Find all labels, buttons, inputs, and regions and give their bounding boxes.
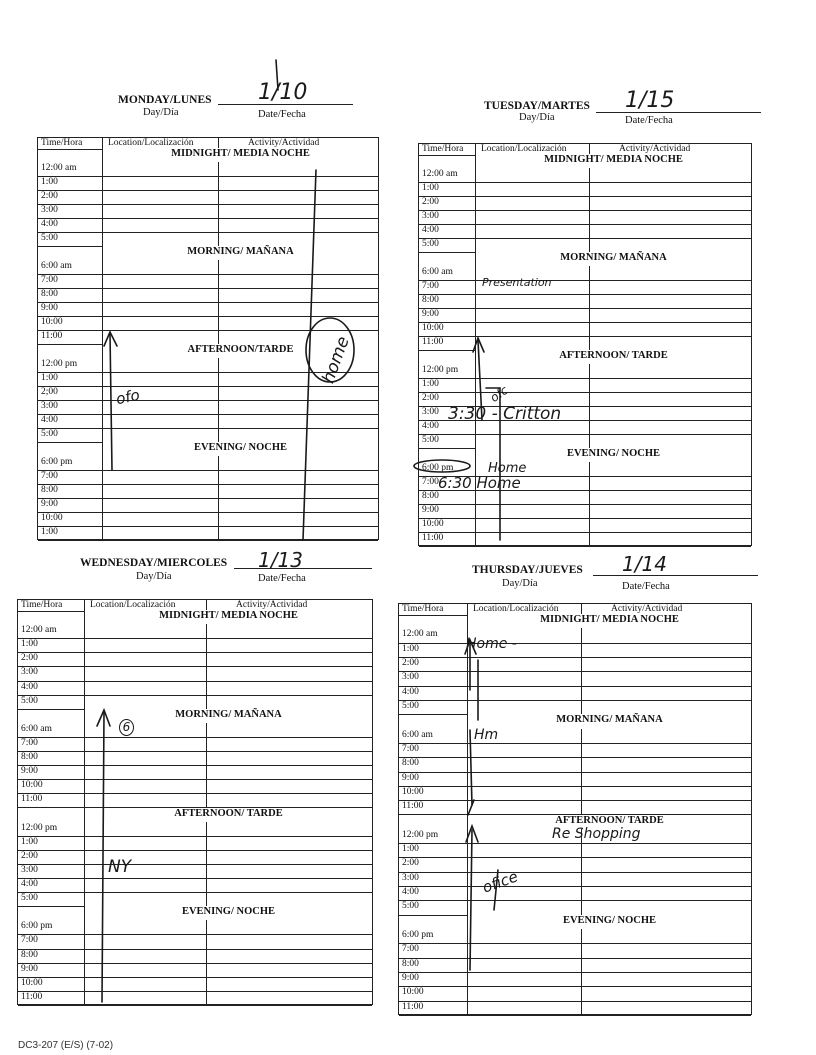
time-slot-label: 3:00: [402, 872, 419, 883]
time-slot-row[interactable]: [38, 261, 378, 275]
time-slot-row[interactable]: [399, 744, 751, 758]
time-slot-row[interactable]: [18, 696, 372, 710]
section-label: MIDNIGHT/ MEDIA NOCHE: [476, 154, 751, 168]
time-slot-row[interactable]: [18, 752, 372, 766]
time-slot-row[interactable]: [38, 331, 378, 345]
time-slot-label: 2:00: [21, 850, 38, 861]
time-slot-row[interactable]: [399, 887, 751, 901]
time-slot-row[interactable]: [399, 930, 751, 944]
time-slot-label: 9:00: [422, 505, 439, 515]
time-slot-row[interactable]: [18, 978, 372, 992]
time-slot-label: 1:00: [21, 639, 38, 650]
time-slot-row[interactable]: [18, 865, 372, 879]
time-slot-row[interactable]: [419, 491, 751, 505]
time-slot-label: 10:00: [41, 317, 63, 327]
section-label: EVENING/ NOCHE: [85, 906, 372, 920]
time-slot-row[interactable]: [38, 527, 378, 541]
time-slot-row[interactable]: [38, 163, 378, 177]
time-slot-row[interactable]: [419, 169, 751, 183]
time-slot-label: 8:00: [422, 295, 439, 305]
time-slot-row[interactable]: [38, 205, 378, 219]
time-slot-label: 8:00: [41, 485, 58, 495]
time-slot-row[interactable]: [419, 435, 751, 449]
time-slot-label: 1:00: [402, 844, 419, 855]
col-header-time: Time/Hora: [422, 144, 464, 154]
section-label: MORNING/ MAÑANA: [85, 709, 372, 723]
time-slot-label: 4:00: [21, 879, 38, 890]
thursday-schedule-table: [398, 603, 752, 1015]
wednesday-circled-handwritten-note: 6: [119, 719, 134, 736]
time-slot-label: 5:00: [21, 893, 38, 904]
time-slot-row[interactable]: [18, 639, 372, 653]
time-slot-label: 9:00: [41, 499, 58, 509]
time-slot-label: 2:00: [402, 858, 419, 869]
time-slot-label: 6:00 am: [422, 267, 453, 277]
tuesday-ofc-handwritten-note: ofc: [487, 383, 511, 405]
time-slot-row[interactable]: [38, 471, 378, 485]
time-slot-label: 8:00: [41, 289, 58, 299]
time-slot-label: 9:00: [402, 973, 419, 984]
time-slot-row[interactable]: [38, 457, 378, 471]
time-slot-row[interactable]: [18, 653, 372, 667]
time-slot-row[interactable]: [419, 533, 751, 547]
thursday-morning-handwritten-note: Hm: [474, 727, 499, 743]
time-slot-label: 3:00: [422, 407, 439, 417]
time-slot-row[interactable]: [18, 935, 372, 949]
time-slot-label: 4:00: [422, 225, 439, 235]
time-slot-label: 4:00: [402, 686, 419, 697]
thursday-date-handwritten: 1/14: [622, 552, 667, 576]
time-slot-label: 2:00: [422, 393, 439, 403]
time-slot-label: 6:00 pm: [41, 457, 73, 467]
time-slot-label: 4:00: [21, 681, 38, 692]
time-slot-label: 11:00: [402, 801, 424, 812]
time-slot-label: 12:00 pm: [402, 829, 439, 840]
time-slot-row[interactable]: [38, 513, 378, 527]
monday-title: MONDAY/LUNES: [118, 94, 212, 106]
time-slot-label: 2:00: [21, 653, 38, 664]
tuesday-morning-handwritten-note: Presentation: [482, 276, 552, 289]
time-slot-label: 5:00: [41, 429, 58, 439]
time-slot-row[interactable]: [18, 823, 372, 837]
thursday-date-label: Date/Fecha: [622, 581, 670, 592]
time-slot-row[interactable]: [18, 625, 372, 639]
time-slot-label: 12:00 am: [21, 625, 57, 636]
section-label: EVENING/ NOCHE: [103, 442, 378, 456]
time-slot-label: 2:00: [422, 197, 439, 207]
time-slot-row[interactable]: [18, 766, 372, 780]
monday-activity-handwritten-note: home: [318, 333, 354, 387]
section-label: MORNING/ MAÑANA: [476, 252, 751, 266]
time-slot-label: 12:00 am: [41, 163, 77, 173]
time-slot-label: 8:00: [402, 958, 419, 969]
time-slot-label: 1:00: [422, 379, 439, 389]
time-slot-label: 5:00: [422, 239, 439, 249]
time-slot-label: 4:00: [402, 887, 419, 898]
time-slot-row[interactable]: [419, 365, 751, 379]
monday-location-handwritten-note: ofo: [114, 385, 142, 409]
time-slot-row[interactable]: [419, 225, 751, 239]
time-slot-row[interactable]: [419, 379, 751, 393]
time-slot-row[interactable]: [399, 658, 751, 672]
time-slot-row[interactable]: [18, 667, 372, 681]
time-slot-label: 7:00: [402, 944, 419, 955]
time-slot-label: 11:00: [21, 794, 43, 805]
time-slot-row[interactable]: [399, 687, 751, 701]
time-slot-label: 8:00: [402, 758, 419, 769]
time-slot-label: 1:00: [422, 183, 439, 193]
time-slot-label: 11:00: [422, 337, 444, 347]
time-slot-row[interactable]: [399, 1002, 751, 1016]
time-slot-label: 6:00 pm: [21, 921, 53, 932]
time-slot-label: 7:00: [422, 477, 439, 487]
section-label: EVENING/ NOCHE: [476, 448, 751, 462]
time-slot-row[interactable]: [419, 197, 751, 211]
section-label: AFTERNOON/ TARDE: [85, 808, 372, 822]
section-label: AFTERNOON/TARDE: [103, 344, 378, 358]
time-slot-label: 9:00: [422, 309, 439, 319]
thursday-day-label: Day/Día: [502, 578, 538, 589]
section-label: AFTERNOON/ TARDE: [468, 815, 751, 829]
time-slot-row[interactable]: [399, 844, 751, 858]
wednesday-title: WEDNESDAY/MIERCOLES: [80, 557, 228, 569]
time-slot-label: 11:00: [21, 991, 43, 1002]
time-slot-row[interactable]: [419, 519, 751, 533]
time-slot-row[interactable]: [399, 730, 751, 744]
col-header-time: Time/Hora: [402, 604, 444, 614]
time-slot-label: 1:00: [21, 836, 38, 847]
monday-schedule-table: [37, 137, 379, 540]
time-slot-row[interactable]: [38, 401, 378, 415]
tuesday-afternoon-handwritten-note: 3:30 - Critton: [448, 404, 562, 424]
time-slot-row[interactable]: [18, 992, 372, 1006]
tuesday-date-label: Date/Fecha: [625, 115, 673, 126]
col-header-activity: Activity/Actividad: [619, 144, 691, 154]
section-label: EVENING/ NOCHE: [468, 915, 751, 929]
time-slot-row[interactable]: [399, 959, 751, 973]
tuesday-day-label: Day/Día: [519, 112, 555, 123]
time-slot-label: 10:00: [422, 323, 444, 333]
time-slot-row[interactable]: [399, 987, 751, 1001]
time-slot-label: 5:00: [21, 695, 38, 706]
time-slot-label: 7:00: [21, 935, 38, 946]
col-header-time: Time/Hora: [41, 138, 83, 148]
time-slot-label: 10:00: [422, 519, 444, 529]
tuesday-date-line: [596, 112, 761, 113]
time-slot-label: 12:00 am: [402, 629, 438, 640]
time-slot-row[interactable]: [38, 219, 378, 233]
time-slot-row[interactable]: [399, 672, 751, 686]
time-slot-label: 1:00: [402, 643, 419, 654]
time-slot-label: 12:00 pm: [422, 365, 459, 375]
time-slot-row[interactable]: [38, 499, 378, 513]
time-slot-row[interactable]: [18, 879, 372, 893]
wednesday-schedule-table: [17, 599, 373, 1005]
time-slot-label: 10:00: [402, 786, 424, 797]
time-slot-row[interactable]: [419, 337, 751, 351]
time-slot-label: 12:00 pm: [21, 822, 58, 833]
time-slot-label: 9:00: [21, 963, 38, 974]
time-slot-label: 10:00: [21, 977, 43, 988]
col-header-activity: Activity/Actividad: [236, 600, 308, 610]
thursday-night-handwritten-note: Home -: [466, 636, 517, 652]
time-slot-label: 5:00: [402, 901, 419, 912]
time-slot-row[interactable]: [38, 275, 378, 289]
tuesday-evening-handwritten-note-1: Home: [488, 461, 527, 476]
time-slot-row[interactable]: [18, 893, 372, 907]
time-slot-row[interactable]: [419, 505, 751, 519]
time-slot-label: 1:00: [41, 373, 58, 383]
time-slot-row[interactable]: [399, 901, 751, 915]
col-header-time: Time/Hora: [21, 600, 63, 610]
time-slot-row[interactable]: [419, 239, 751, 253]
time-slot-label: 8:00: [21, 752, 38, 763]
time-slot-row[interactable]: [38, 429, 378, 443]
time-slot-label: 6:00 pm: [402, 930, 434, 941]
time-slot-row[interactable]: [399, 758, 751, 772]
time-slot-label: 8:00: [422, 491, 439, 501]
time-slot-label: 5:00: [402, 700, 419, 711]
time-slot-row[interactable]: [419, 211, 751, 225]
time-slot-row[interactable]: [18, 682, 372, 696]
monday-day-label: Day/Día: [143, 107, 179, 118]
tuesday-evening-handwritten-note-2: 6:30 Home: [438, 474, 521, 492]
time-slot-label: 10:00: [21, 780, 43, 791]
time-slot-row[interactable]: [399, 944, 751, 958]
section-label: MORNING/ MAÑANA: [103, 246, 378, 260]
time-slot-label: 7:00: [402, 743, 419, 754]
time-slot-row[interactable]: [38, 387, 378, 401]
time-slot-label: 2;00: [41, 387, 58, 397]
time-slot-label: 9:00: [402, 772, 419, 783]
wednesday-afternoon-handwritten-note: NY: [108, 857, 132, 877]
col-header-location: Location/Localización: [473, 604, 559, 614]
time-slot-row[interactable]: [419, 267, 751, 281]
monday-date-label: Date/Fecha: [258, 109, 306, 120]
time-slot-label: 4:00: [422, 421, 439, 431]
section-label: MORNING/ MAÑANA: [468, 714, 751, 728]
section-label: MIDNIGHT/ MEDIA NOCHE: [103, 148, 378, 162]
time-slot-label: 8:00: [21, 949, 38, 960]
time-slot-row[interactable]: [399, 973, 751, 987]
time-slot-label: 1:00: [41, 177, 58, 187]
time-slot-row[interactable]: [38, 303, 378, 317]
time-slot-label: 6:00 am: [21, 723, 52, 734]
time-slot-label: 12:00 am: [422, 169, 458, 179]
time-slot-label: 3:00: [402, 672, 419, 683]
time-slot-row[interactable]: [399, 773, 751, 787]
time-slot-label: 2:00: [402, 657, 419, 668]
col-header-location: Location/Localización: [90, 600, 176, 610]
time-slot-row[interactable]: [419, 323, 751, 337]
wednesday-day-label: Day/Día: [136, 571, 172, 582]
time-slot-label: 9:00: [21, 766, 38, 777]
time-slot-row[interactable]: [38, 289, 378, 303]
time-slot-label: 11:00: [402, 1001, 424, 1012]
time-slot-label: 10:00: [402, 987, 424, 998]
time-slot-label: 5:00: [422, 435, 439, 445]
thursday-title: THURSDAY/JUEVES: [472, 564, 583, 576]
time-slot-label: 5:00: [41, 233, 58, 243]
time-slot-label: 9:00: [41, 303, 58, 313]
time-slot-row[interactable]: [38, 317, 378, 331]
time-slot-label: 3:00: [422, 211, 439, 221]
time-slot-row[interactable]: [38, 233, 378, 247]
thursday-afternoon-handwritten-note: Re Shopping: [552, 826, 641, 842]
time-slot-label: 3:00: [41, 401, 58, 411]
time-slot-label: 6:00 pm: [422, 463, 454, 473]
form-number-footer: DC3-207 (E/S) (7-02): [18, 1040, 114, 1051]
time-slot-row[interactable]: [38, 415, 378, 429]
time-slot-row[interactable]: [419, 295, 751, 309]
time-slot-row[interactable]: [18, 950, 372, 964]
tuesday-date-handwritten: 1/15: [625, 88, 675, 113]
time-slot-label: 10:00: [41, 513, 63, 523]
wednesday-date-label: Date/Fecha: [258, 573, 306, 584]
time-slot-row[interactable]: [399, 801, 751, 815]
time-slot-label: 11:00: [422, 533, 444, 543]
time-slot-row[interactable]: [18, 794, 372, 808]
thursday-ofc-handwritten-note: ofice: [480, 867, 521, 897]
section-label: MIDNIGHT/ MEDIA NOCHE: [468, 614, 751, 628]
time-slot-row[interactable]: [18, 851, 372, 865]
time-slot-label: 6:00 am: [402, 729, 433, 740]
time-slot-row[interactable]: [18, 837, 372, 851]
time-slot-row[interactable]: [419, 183, 751, 197]
thursday-date-line: [593, 575, 758, 576]
col-header-location: Location/Localización: [481, 144, 567, 154]
time-slot-label: 11:00: [41, 331, 63, 341]
time-slot-label: 12:00 pm: [41, 359, 78, 369]
time-slot-label: 4:00: [41, 219, 58, 229]
section-label: AFTERNOON/ TARDE: [476, 350, 751, 364]
time-slot-row[interactable]: [38, 177, 378, 191]
time-slot-row[interactable]: [38, 191, 378, 205]
time-slot-row[interactable]: [399, 787, 751, 801]
col-header-activity: Activity/Actividad: [611, 604, 683, 614]
time-slot-label: 1:00: [41, 527, 58, 537]
time-slot-label: 3:00: [21, 667, 38, 678]
time-slot-row[interactable]: [38, 485, 378, 499]
time-slot-label: 6:00 am: [41, 261, 72, 271]
time-slot-label: 7:00: [21, 737, 38, 748]
time-slot-label: 7:00: [422, 281, 439, 291]
time-slot-row[interactable]: [419, 309, 751, 323]
time-slot-label: 3:00: [41, 205, 58, 215]
time-slot-label: 4:00: [41, 415, 58, 425]
time-slot-row[interactable]: [18, 921, 372, 935]
time-slot-row[interactable]: [18, 724, 372, 738]
time-slot-row[interactable]: [419, 281, 751, 295]
col-header-activity: Activity/Actividad: [248, 138, 320, 148]
time-slot-row[interactable]: [18, 780, 372, 794]
wednesday-date-line: [234, 568, 372, 569]
time-slot-label: 3:00: [21, 864, 38, 875]
col-header-location: Location/Localización: [108, 138, 194, 148]
time-slot-label: 7:00: [41, 471, 58, 481]
time-slot-row[interactable]: [18, 738, 372, 752]
monday-date-handwritten: 1/10: [258, 80, 308, 105]
time-slot-row[interactable]: [399, 644, 751, 658]
section-label: MIDNIGHT/ MEDIA NOCHE: [85, 610, 372, 624]
time-slot-row[interactable]: [399, 873, 751, 887]
time-slot-row[interactable]: [399, 629, 751, 643]
time-slot-label: 2:00: [41, 191, 58, 201]
time-slot-label: 7:00: [41, 275, 58, 285]
wednesday-date-handwritten: 1/13: [258, 548, 303, 572]
time-slot-row[interactable]: [18, 964, 372, 978]
tuesday-title: TUESDAY/MARTES: [484, 100, 590, 112]
time-slot-row[interactable]: [399, 858, 751, 872]
